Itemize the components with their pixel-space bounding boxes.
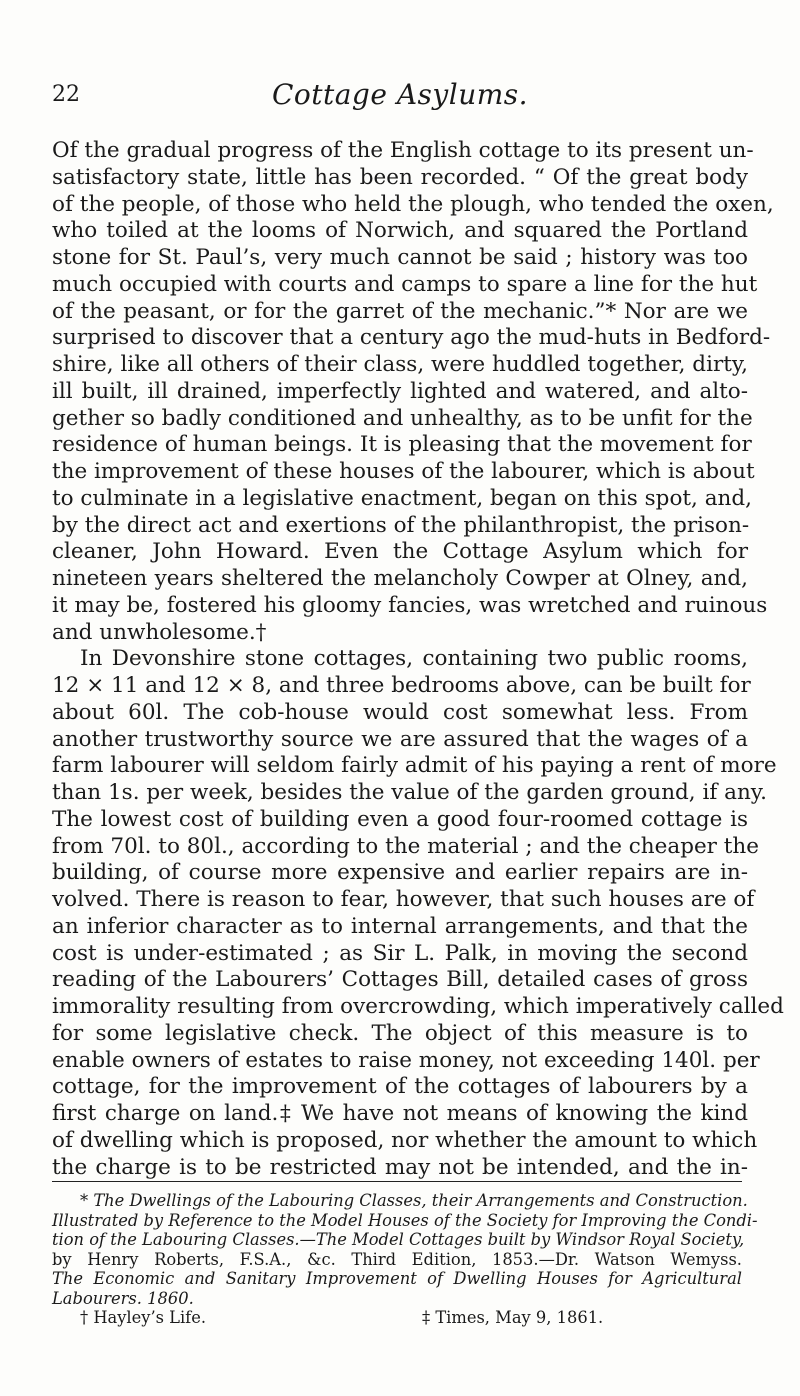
footnote-line: Illustrated by Reference to the Model Houses of the Society for Improving the Condi-: [52, 1210, 758, 1230]
body-line: who toiled at the looms of Norwich, and squared the Portland: [52, 218, 748, 244]
body-line: an inferior character as to internal arrangements, and that the: [52, 913, 748, 939]
body-line: residence of human beings. It is pleasing that the movement for: [52, 432, 752, 458]
body-line: another trustworthy source we are assured that the wages of a: [52, 726, 748, 752]
footnote-refs: [52, 1308, 742, 1328]
body-line: shire, like all others of their class, were huddled together, dirty,: [52, 352, 748, 377]
footnote-line: Labourers. 1860.: [52, 1288, 194, 1308]
body-line: satisfactory state, little has been recorded. “ Of the great body: [52, 164, 748, 190]
body-line: surprised to discover that a century ago the mud-huts in Bedford-: [52, 325, 771, 351]
body-line: farm labourer will seldom fairly admit of his paying a rent of more: [52, 753, 777, 779]
body-line: by the direct act and exertions of the philanthropist, the prison-: [52, 512, 750, 538]
body-line: and unwholesome.†: [52, 619, 267, 645]
body-line: enable owners of estates to raise money, not exceeding 140l. per: [52, 1047, 760, 1073]
body-line: 12 × 11 and 12 × 8, and three bedrooms above, can be built for: [52, 673, 751, 698]
body-line: of the people, of those who held the plough, who tended the oxen,: [52, 191, 774, 217]
body-line: reading of the Labourers’ Cottages Bill, detailed cases of gross: [52, 967, 748, 993]
footnote-line: The Economic and Sanitary Improvement of Dwelling Houses for Agricultural: [52, 1269, 742, 1288]
body-line: of dwelling which is proposed, nor whether the amount to which: [52, 1127, 758, 1153]
page-number: 22: [52, 82, 80, 107]
body-line: In Devonshire stone cottages, containing two public rooms,: [80, 646, 748, 672]
body-line: The lowest cost of building even a good four-roomed cottage is: [52, 806, 748, 832]
footnote-line: by Henry Roberts, F.S.A., &c. Third Edition, 1853.—Dr. Watson Wemyss.: [52, 1249, 742, 1269]
body-line: building, of course more expensive and earlier repairs are in-: [52, 860, 748, 886]
body-line: for some legislative check. The object of this measure is to: [52, 1020, 748, 1046]
body-line: cost is under-estimated ; as Sir L. Palk, in moving the second: [52, 940, 748, 966]
body-line: cleaner, John Howard. Even the Cottage Asylum which for: [52, 539, 748, 565]
body-line: nineteen years sheltered the melancholy Cowper at Olney, and,: [52, 566, 748, 591]
running-title: Cottage Asylums.: [271, 78, 529, 111]
body-line: ill built, ill drained, imperfectly lighted and watered, and alto-: [52, 378, 748, 404]
body-line: much occupied with courts and camps to spare a line for the hut: [52, 271, 758, 297]
page-header: [52, 78, 748, 122]
body-line: gether so badly conditioned and unhealthy, as to be unfit for the: [52, 405, 753, 431]
body-line: Of the gradual progress of the English cottage to its present un-: [52, 138, 754, 163]
body-line: to culminate in a legislative enactment, began on this spot, and,: [52, 485, 752, 511]
footnote-hayley: † Hayley’s Life.: [80, 1308, 207, 1327]
body-line: about 60l. The cob-house would cost somewhat less. From: [52, 699, 748, 725]
footnote-rule: [52, 1181, 742, 1182]
body-line: stone for St. Paul’s, very much cannot be said ; history was too: [52, 245, 748, 270]
body-text: [52, 138, 784, 1181]
footnote-line: tion of the Labouring Classes.—The Model Cottages built by Windsor Royal Society,: [52, 1230, 745, 1249]
body-line: the charge is to be restricted may not be intended, and the in-: [52, 1154, 748, 1180]
body-line: it may be, fostered his gloomy fancies, was wretched and ruinous: [52, 592, 768, 618]
footnotes: [52, 1191, 758, 1328]
body-line: from 70l. to 80l., according to the material ; and the cheaper the: [52, 833, 760, 859]
body-line: the improvement of these houses of the labourer, which is about: [52, 459, 755, 484]
body-line: than 1s. per week, besides the value of the garden ground, if any.: [52, 780, 767, 805]
body-line: cottage, for the improvement of the cottages of labourers by a: [52, 1074, 748, 1100]
footnote-times: ‡ Times, May 9, 1861.: [422, 1308, 604, 1327]
body-line: first charge on land.‡ We have not means of knowing the kind: [52, 1101, 748, 1126]
body-line: volved. There is reason to fear, however, that such houses are of: [52, 887, 755, 912]
footnote-line: * The Dwellings of the Labouring Classes, their Arrangements and Construction.: [80, 1191, 748, 1210]
body-line: of the peasant, or for the garret of the mechanic.”* Nor are we: [52, 298, 748, 324]
body-line: immorality resulting from overcrowding, which imperatively called: [52, 994, 784, 1019]
